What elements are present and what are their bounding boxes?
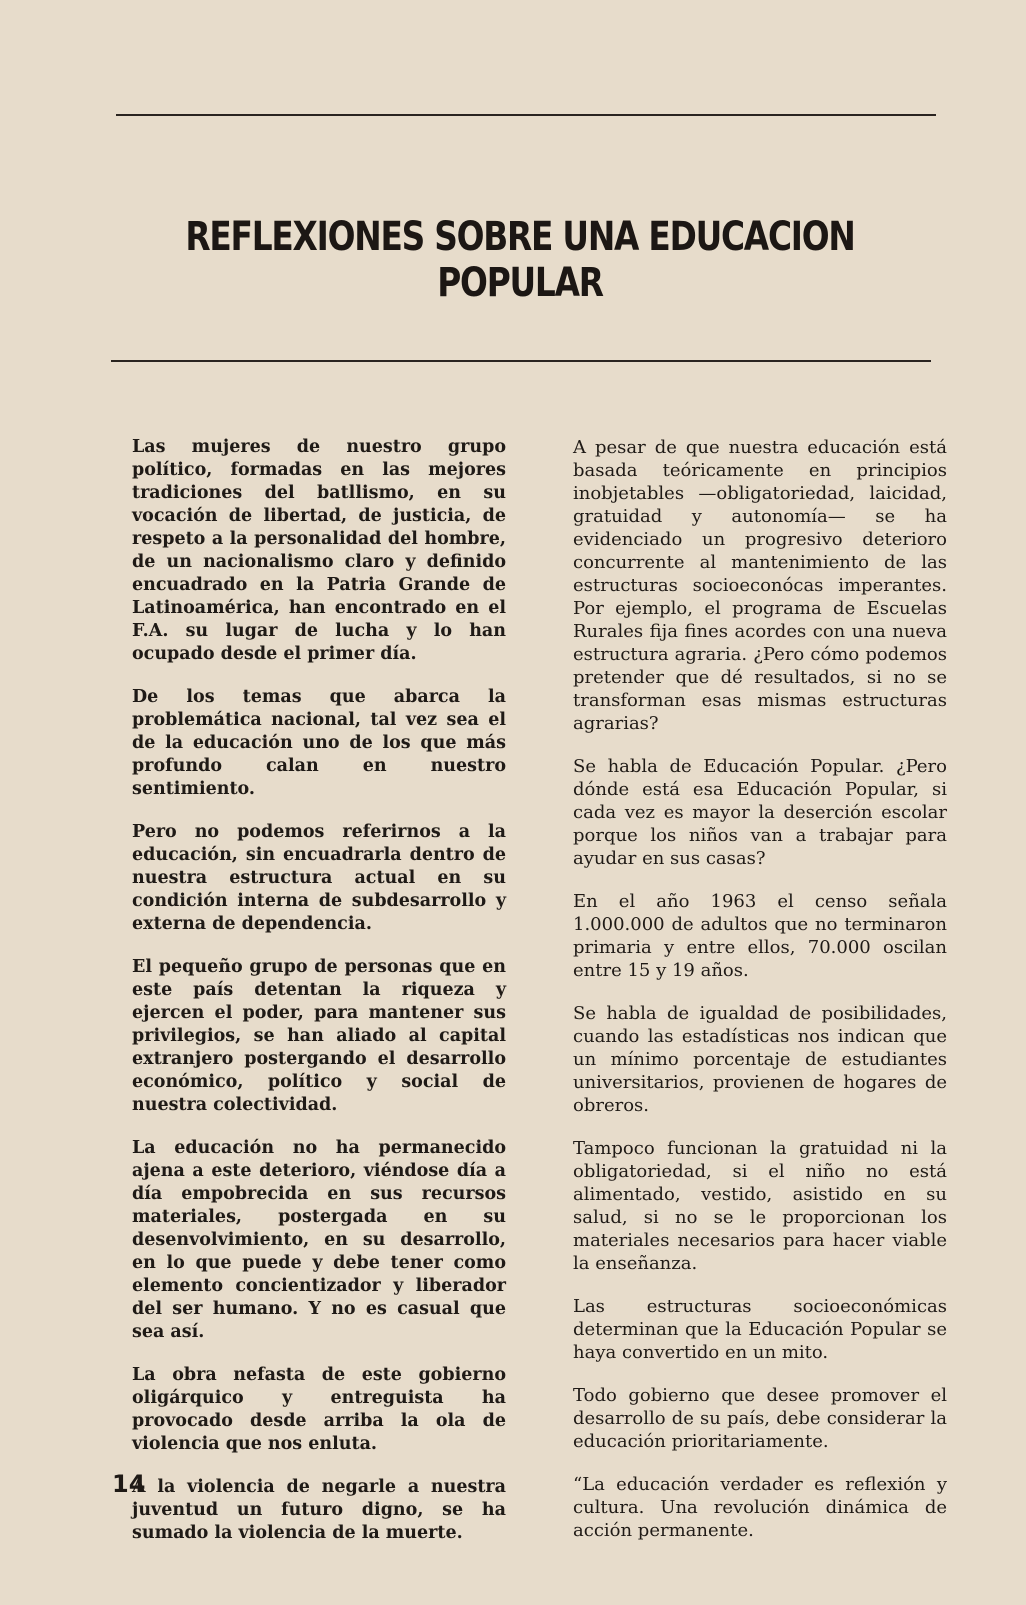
- paragraph: En el año 1963 el censo señala 1.000.000 de adultos que no terminaron primaria y entre ellos, 70.000 oscilan entre 15 y 19 años.: [573, 891, 947, 981]
- paragraph: A la violencia de negarle a nuestra juventud un futuro digno, se ha sumado la violencia de la muerte.: [132, 1477, 506, 1543]
- paragraph: Se habla de igualdad de posibilidades, cuando las estadísticas nos indican que un mínimo porcentaje de estudiantes universitarios, provienen de hogares de obreros.: [573, 1003, 947, 1116]
- paragraph: La obra nefasta de este gobierno oligárquico y entreguista ha provocado desde arriba la ola de violencia que nos enluta.: [132, 1365, 506, 1454]
- top-rule: [116, 114, 936, 116]
- paragraph: Las estructuras socioeconómicas determinan que la Educación Popular se haya convertido en un mito.: [573, 1296, 947, 1363]
- paragraph: A pesar de que nuestra educación está basada teóricamente en principios inobjetables —obligatoriedad, laicidad, gratuidad y autonomía— se ha evidenciado un progresivo deterioro concurrente al mantenimiento de las estructuras socioeconócas imperantes. Por ejemplo, el programa de Escuelas Rurales fija fines acordes con una nueva estructura agraria. ¿Pero cómo podemos pretender que dé resultados, si no se transforman esas mismas estructuras agrarias?: [573, 437, 947, 734]
- paragraph: El pequeño grupo de personas que en este país detentan la riqueza y ejercen el poder, para mantener sus privilegios, se han aliado al capital extranjero postergando el desarrollo económico, político y social de nuestra colectividad.: [132, 957, 506, 1115]
- paragraph: Se habla de Educación Popular. ¿Pero dónde está esa Educación Popular, si cada vez es mayor la deserción escolar porque los niños van a trabajar para ayudar en sus casas?: [573, 756, 947, 869]
- right-column: [573, 436, 947, 1562]
- paragraph: Tampoco funcionan la gratuidad ni la obligatoriedad, si el niño no está alimentado, vestido, asistido en su salud, si no se le proporcionan los materiales necesarios para hacer viable la enseñanza.: [573, 1138, 947, 1274]
- bottom-rule: [111, 360, 931, 362]
- paragraph: Todo gobierno que desee promover el desarrollo de su país, debe considerar la educación prioritariamente.: [573, 1385, 947, 1452]
- paragraph: Pero no podemos referirnos a la educación, sin encuadrarla dentro de nuestra estructura actual en su condición interna de subdesarrollo y externa de dependencia.: [132, 822, 506, 934]
- paragraph: De los temas que abarca la problemática nacional, tal vez sea el de la educación uno de los que más profundo calan en nuestro sentimiento.: [132, 687, 506, 799]
- article-title: REFLEXIONES SOBRE UNA EDUCACION POPULAR: [185, 214, 855, 306]
- paragraph: Las mujeres de nuestro grupo político, formadas en las mejores tradiciones del batllismo, en su vocación de libertad, de justicia, de respeto a la personalidad del hombre, de un nacionalismo claro y definido encuadrado en la Patria Grande de Latinoamérica, han encontrado en el F.A. su lugar de lucha y lo han ocupado desde el primer día.: [132, 437, 506, 664]
- paragraph: La educación no ha permanecido ajena a este deterioro, viéndose día a día empobrecida en sus recursos materiales, postergada en su desenvolvimiento, en su desarrollo, en lo que puede y debe tener como elemento concientizador y liberador del ser humano. Y no es casual que sea así.: [132, 1138, 506, 1342]
- page-number: 14: [112, 1470, 146, 1498]
- left-column: [132, 436, 506, 1565]
- paragraph: “La educación verdader es reflexión y cultura. Una revolución dinámica de acción permanente.: [573, 1474, 947, 1541]
